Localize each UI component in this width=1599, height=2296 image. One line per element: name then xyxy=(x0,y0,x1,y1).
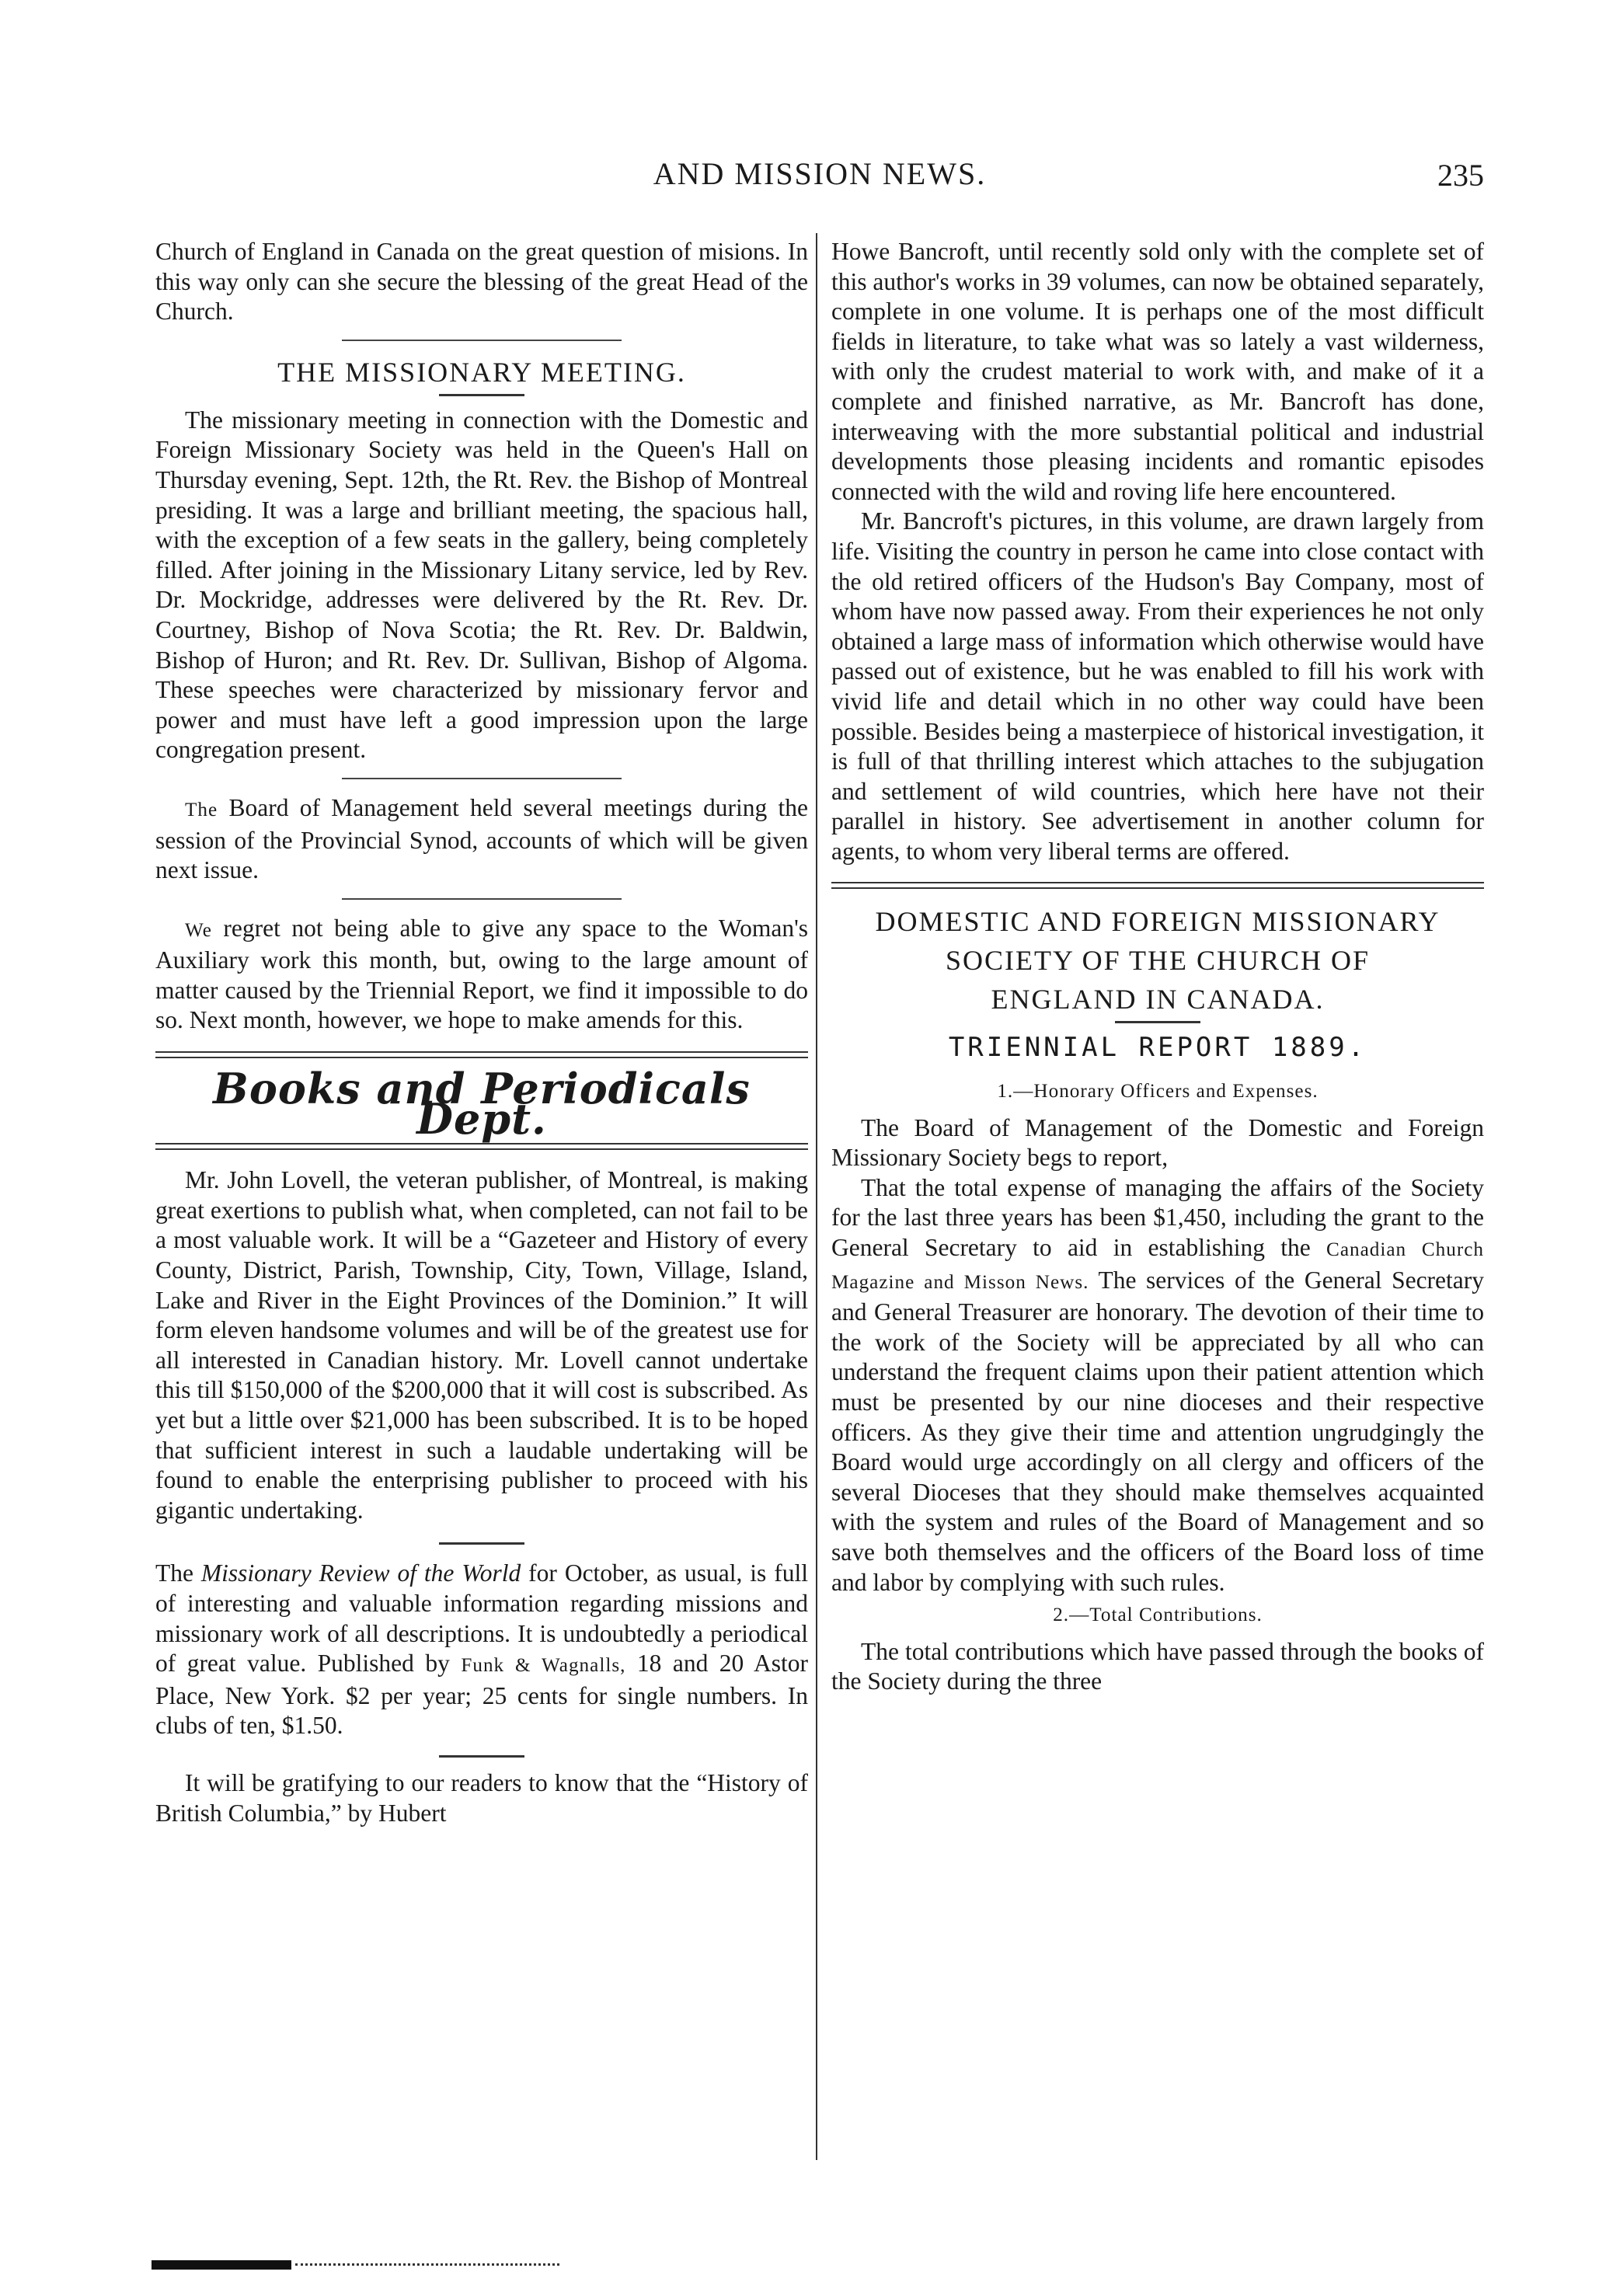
triennial-report-title: TRIENNIAL REPORT 1889. xyxy=(948,1032,1367,1064)
missionary-meeting-heading: THE MISSIONARY MEETING. xyxy=(277,356,686,388)
scan-dots xyxy=(295,2263,559,2268)
meeting-paragraph: The missionary meeting in connection with the Domestic and Foreign Missionary Society was held in the Queen's Hall on Thursday evening, Sept. 12th, the Rt. Rev. the Bishop of Montreal presiding. It was a large and brilliant meeting, the spacious hall, with the exception of a few seats in the gallery, being completely filled. After joining in the Missionary Litany service, led by Rev. Dr. Mockridge, addresses were delivered by the Rt. Rev. Dr. Courtney, Bishop of Nova Scotia; the Rt. Rev. Dr. Baldwin, Bishop of Huron; and Rt. Rev. Dr. Sullivan, Bishop of Algoma. These speeches were characterized by missionary fervor and power and must have left a good impression upon the large congregation present. xyxy=(155,406,808,764)
regret-text: regret not being able to give any space to the Woman's Auxiliary work this month, but, owing to the large amount of matter caused by the Triennial Report, we find it impossible to do so. Next month, however, we hope to make amends for this. xyxy=(155,914,809,1034)
section-rule xyxy=(342,778,622,779)
intro-paragraph: Church of England in Canada on the great question of misions. In this way only can she secure the blessing of the great Head of the Church. xyxy=(155,238,808,326)
society-heading-line-2: SOCIETY OF THE CHURCH OF xyxy=(945,945,1371,977)
running-head: AND MISSION NEWS. xyxy=(653,156,987,191)
books-periodicals-heading: Books and Periodicals Dept. xyxy=(213,1064,751,1144)
society-heading-line-1: DOMESTIC AND FOREIGN MISSIONARY xyxy=(875,906,1440,938)
expense-pre: That the total expense of managing the affairs of the Society for the last three years has been $1,450, including the grant to the General Secretary to aid in establishing the xyxy=(831,1173,1484,1262)
society-heading-line-3: ENGLAND IN CANADA. xyxy=(991,984,1325,1016)
review-title: Missionary Review of the World xyxy=(200,1559,521,1587)
bancroft-paragraph: Howe Bancroft, until recently sold only with the complete set of this author's works in 39 volumes, can now be obtained separately, complete in one volume. It is perhaps one of the most difficult fields in literature, to take what was so lately a vast wilderness, with only the crudest material to work with, and make of it a complete and finished narrative, as Mr. Bancroft has done, interweaving with the more substantial political and industrial developments those pleasing incidents and romantic episodes connected with the wild and roving life here encountered. xyxy=(831,238,1484,505)
pictures-paragraph: Mr. Bancroft's pictures, in this volume, are drawn largely from life. Visiting the country in person he came into close contact with the old retired officers of the Hudson's Bay Company, most of whom have now passed away. From their experiences he not only obtained a large mass of information which otherwise would have passed out of existence, but he was enabled to fill his work with vivid life and detail which in no other way could have been possible. Besides being a masterpiece of historical investigation, it is full of that thrilling interest which attaches to the subjugation and settlement of wild countries, which here have not their parallel in history. See advertisement in another column for agents, to whom very liberal terms are offered. xyxy=(831,507,1484,865)
honorary-officers-subheading: 1.—Honorary Officers and Expenses. xyxy=(997,1081,1319,1103)
magazine-name: Canadian Church Magazine and Misson News. xyxy=(831,1239,1484,1293)
lovell-paragraph: Mr. John Lovell, the veteran publisher, of Montreal, is making great exertions to publish what, when completed, can not fail to be a most valuable work. It will be a “Gazeteer and History of every County, District, Parish, Township, City, Town, Village, Island, Lake and River in the Eight Provinces of the Dominion.” It will form eleven handsome volumes and will be of the greatest use for all interested in Canadian history. Mr. Lovell cannot undertake this till $150,000 of the $200,000 that it will cost is subscribed. As yet but a little over $21,000 has been subscribed. It is to be hoped that sufficient interest in such a laudable undertaking will be found to enable the enterprising publisher to proceed with his gigantic undertaking. xyxy=(155,1166,808,1524)
page-header xyxy=(155,155,1484,202)
board-lead: The xyxy=(185,799,218,820)
review-pre: The xyxy=(155,1559,193,1587)
review-publisher: Funk & Wagnalls, xyxy=(461,1655,626,1677)
total-contributions-subheading: 2.—Total Contributions. xyxy=(1053,1604,1263,1626)
regret-paragraph xyxy=(155,914,808,1036)
review-paragraph xyxy=(155,1559,808,1741)
section-rule xyxy=(439,1542,524,1545)
board-report-paragraph: The Board of Management of the Domestic and Foreign Missionary Society begs to report, xyxy=(831,1113,1484,1172)
double-rule xyxy=(155,1051,808,1058)
scan-bar xyxy=(152,2260,291,2270)
double-rule xyxy=(155,1143,808,1150)
section-rule xyxy=(342,898,622,900)
contributions-paragraph: The total contributions which have passed through the books of the Society during the three xyxy=(831,1637,1484,1695)
review-mid: for October, as usual, is full of interesting and valuable information regarding missions and missionary work of all descriptions. It is undoubtedly a periodical of great value. Published by xyxy=(155,1559,808,1678)
expense-paragraph xyxy=(831,1173,1484,1597)
scan-artifact-strip xyxy=(152,2257,563,2271)
section-rule xyxy=(439,1755,524,1758)
review-end: 18 and 20 Astor Place, New York. $2 per year; 25 cents for single numbers. In clubs of ten, $1.50. xyxy=(155,1650,809,1740)
expense-end: The services of the General Secretary and General Treasurer are honorary. The devotion of their time to the work of the Society will be appreciated by all who can understand the frequent claims upon their patient attention which must be presented by our nine dioceses and their respective officers. As they give their time and attention ungrudgingly the Board would urge accordingly on all clergy and officers of the several Dioceses that they should make themselves acquainted with the system and rules of the Board of Management and so save both themselves and the officers of the Board loss of time and labor by complying with such rules. xyxy=(831,1266,1484,1596)
history-paragraph: It will be gratifying to our readers to know that the “History of British Columbia,” by Hubert xyxy=(155,1768,808,1827)
regret-lead: We xyxy=(185,919,212,941)
section-rule xyxy=(342,340,622,341)
right-column xyxy=(831,237,1484,1697)
heading-rule xyxy=(439,394,524,396)
heading-rule xyxy=(1115,1021,1200,1023)
left-column xyxy=(155,237,808,1828)
page-number: 235 xyxy=(1437,158,1484,193)
board-text: Board of Management held several meetings during the session of the Provincial Synod, accounts of which will be given next issue. xyxy=(155,793,808,884)
double-rule xyxy=(831,882,1484,889)
board-paragraph xyxy=(155,793,808,886)
column-divider xyxy=(816,233,817,2160)
